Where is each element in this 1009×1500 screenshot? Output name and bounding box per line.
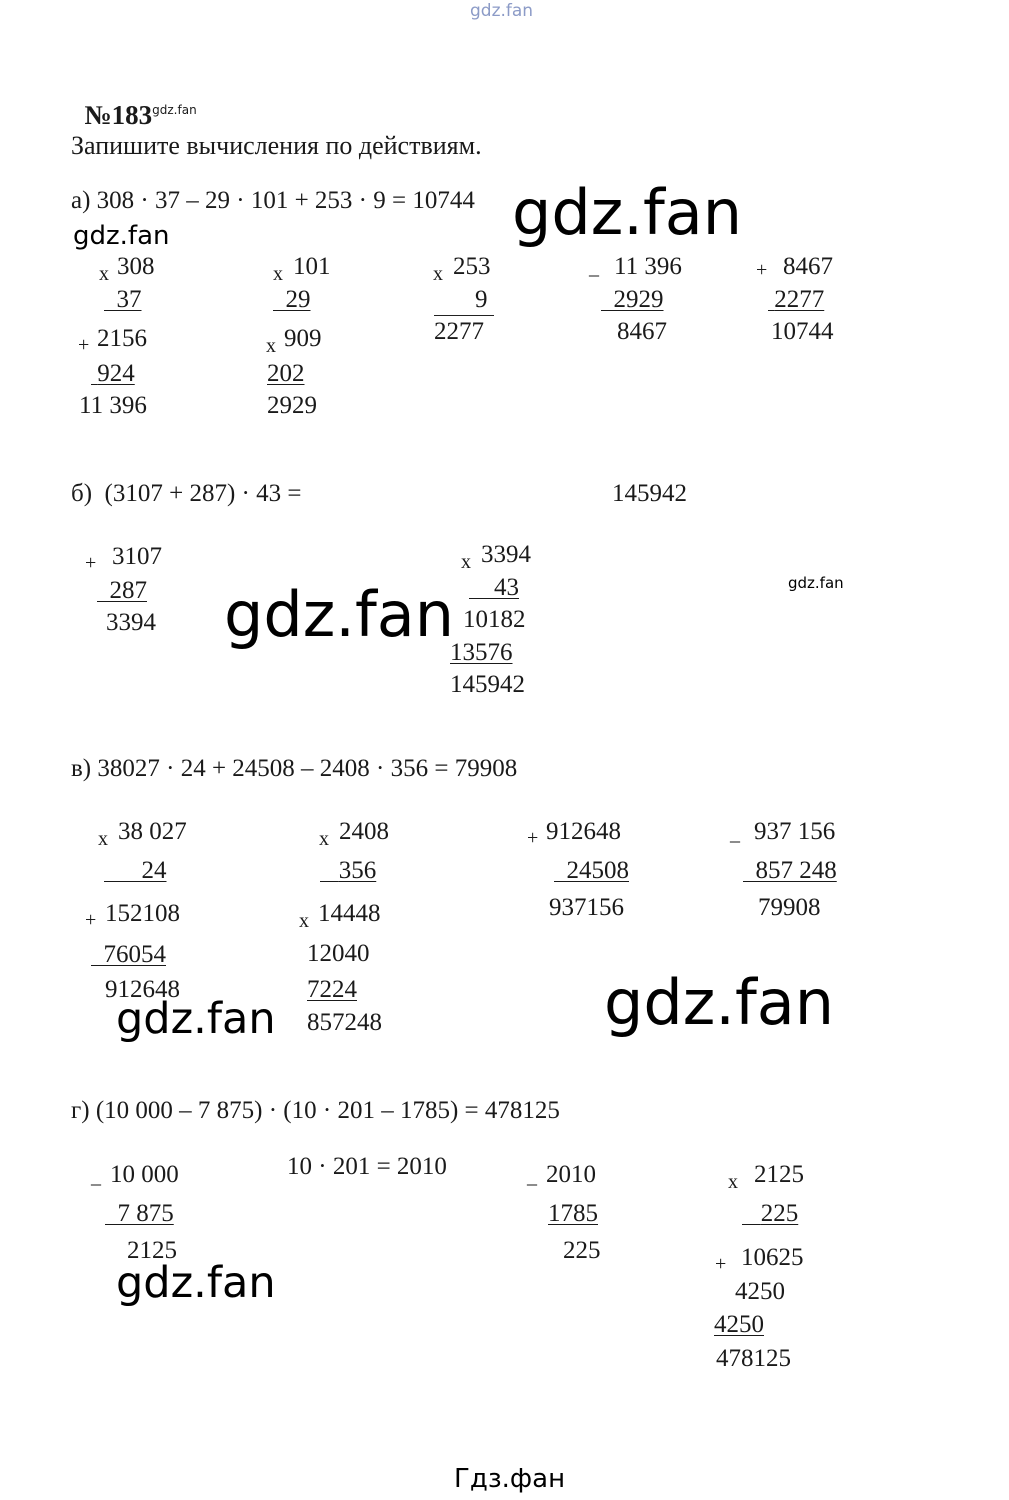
op-add: + <box>78 334 90 356</box>
v1-p1: 152108 <box>105 900 180 927</box>
op-sub: _ <box>527 1166 537 1188</box>
a5-res: 10744 <box>771 318 834 345</box>
a1-n1: 308 <box>117 253 155 280</box>
b1-n1: 3107 <box>112 543 162 570</box>
watermark: gdz.fan <box>73 221 170 251</box>
footer-watermark: Гдз.фан <box>454 1464 566 1494</box>
a4-res: 8467 <box>617 318 667 345</box>
a2-n2: 29 <box>285 286 311 313</box>
g2-n2: 1785 <box>548 1200 598 1227</box>
b2-p2: 13576 <box>450 639 513 666</box>
a3-res: 2277 <box>434 318 484 345</box>
b1-n2: 287 <box>109 577 147 604</box>
g1-n1: 10 000 <box>110 1161 179 1188</box>
b1-res: 3394 <box>106 609 156 636</box>
v4-res: 79908 <box>758 894 821 921</box>
problem-number <box>71 75 197 129</box>
op-mul: x <box>273 263 283 285</box>
expr-a: а) 308 · 37 – 29 · 101 + 253 · 9 = 10744 <box>71 187 475 214</box>
v2-p1: 14448 <box>318 900 381 927</box>
b2-n1: 3394 <box>481 541 531 568</box>
watermark: gdz.fan <box>224 578 455 651</box>
expr-g: г) (10 000 – 7 875) · (10 · 201 – 1785) = 478125 <box>71 1097 560 1124</box>
expr-v: в) 38027 · 24 + 24508 – 2408 · 356 = 79908 <box>71 755 518 782</box>
v2-p2: 12040 <box>307 940 370 967</box>
op-sub: _ <box>589 257 599 279</box>
op-mul: x <box>266 335 276 357</box>
op-sub: _ <box>730 823 740 845</box>
b2-res: 145942 <box>450 671 525 698</box>
b2-n2: 43 <box>494 574 519 601</box>
v2-res: 857248 <box>307 1009 382 1036</box>
a5-n2: 2277 <box>774 286 825 313</box>
op-add: + <box>756 259 768 281</box>
g3-p2: 4250 <box>735 1278 785 1305</box>
watermark: gdz.fan <box>604 966 835 1039</box>
watermark: gdz.fan <box>512 176 743 249</box>
a3-n2: 9 <box>475 286 488 313</box>
v1-n2: 24 <box>141 857 167 884</box>
a2-res: 2929 <box>267 392 317 419</box>
expr-b: б) (3107 + 287) · 43 = <box>71 480 302 507</box>
a2-n1: 101 <box>293 253 331 280</box>
g2-n1: 2010 <box>546 1161 596 1188</box>
answer-b: 145942 <box>612 480 687 507</box>
a4-n2: 2929 <box>613 286 664 313</box>
g3-p1: 10625 <box>741 1244 804 1271</box>
problem-number-text: №183 <box>84 100 153 130</box>
v2-p3: 7224 <box>307 976 357 1003</box>
op-mul: x <box>98 828 108 850</box>
op-add: + <box>85 909 97 931</box>
instruction: Запишите вычисления по действиям. <box>71 131 482 160</box>
a1-p2: 924 <box>97 360 135 387</box>
v4-n2: 857 248 <box>755 857 837 884</box>
g3-p3: 4250 <box>714 1311 764 1338</box>
watermark: gdz.fan <box>116 994 276 1044</box>
v2-n2: 356 <box>338 857 377 884</box>
g3-res: 478125 <box>716 1345 791 1372</box>
op-mul: x <box>461 551 471 573</box>
op-sub: _ <box>91 1166 101 1188</box>
v4-n1: 937 156 <box>754 818 836 845</box>
op-add: + <box>715 1253 727 1275</box>
a4-n1: 11 396 <box>614 253 682 280</box>
g3-n2: 225 <box>760 1200 799 1227</box>
a1-n2: 37 <box>116 286 142 313</box>
header-watermark: gdz.fan <box>470 1 534 21</box>
problem-number-sup: gdz.fan <box>152 103 197 117</box>
v3-n1: 912648 <box>546 818 621 845</box>
op-add: + <box>527 827 539 849</box>
a3-rule <box>434 315 494 316</box>
v1-res: 912648 <box>105 976 180 1003</box>
g1-res: 2125 <box>127 1237 177 1264</box>
a1-p1: 2156 <box>97 325 147 352</box>
v1-n1: 38 027 <box>118 818 187 845</box>
a2-p1: 909 <box>284 325 322 352</box>
op-mul: x <box>299 910 309 932</box>
g-mid-calc: 10 · 201 = 2010 <box>287 1153 447 1180</box>
v3-res: 937156 <box>549 894 624 921</box>
op-mul: x <box>728 1171 738 1193</box>
watermark: gdz.fan <box>788 574 844 592</box>
a2-p2: 202 <box>267 360 305 387</box>
v3-n2: 24508 <box>566 857 629 884</box>
a5-n1: 8467 <box>783 253 833 280</box>
a1-res: 11 396 <box>79 392 147 419</box>
g3-n1: 2125 <box>754 1161 804 1188</box>
op-add: + <box>85 552 97 574</box>
b2-p1: 10182 <box>463 606 526 633</box>
v2-n1: 2408 <box>339 818 389 845</box>
op-mul: x <box>99 263 109 285</box>
a3-n1: 253 <box>453 253 491 280</box>
op-mul: x <box>319 828 329 850</box>
op-mul: x <box>433 263 443 285</box>
g2-res: 225 <box>563 1237 601 1264</box>
g1-n2: 7 875 <box>117 1200 174 1227</box>
watermark: gdz.fan <box>116 1258 276 1308</box>
v1-p2: 76054 <box>103 941 166 968</box>
